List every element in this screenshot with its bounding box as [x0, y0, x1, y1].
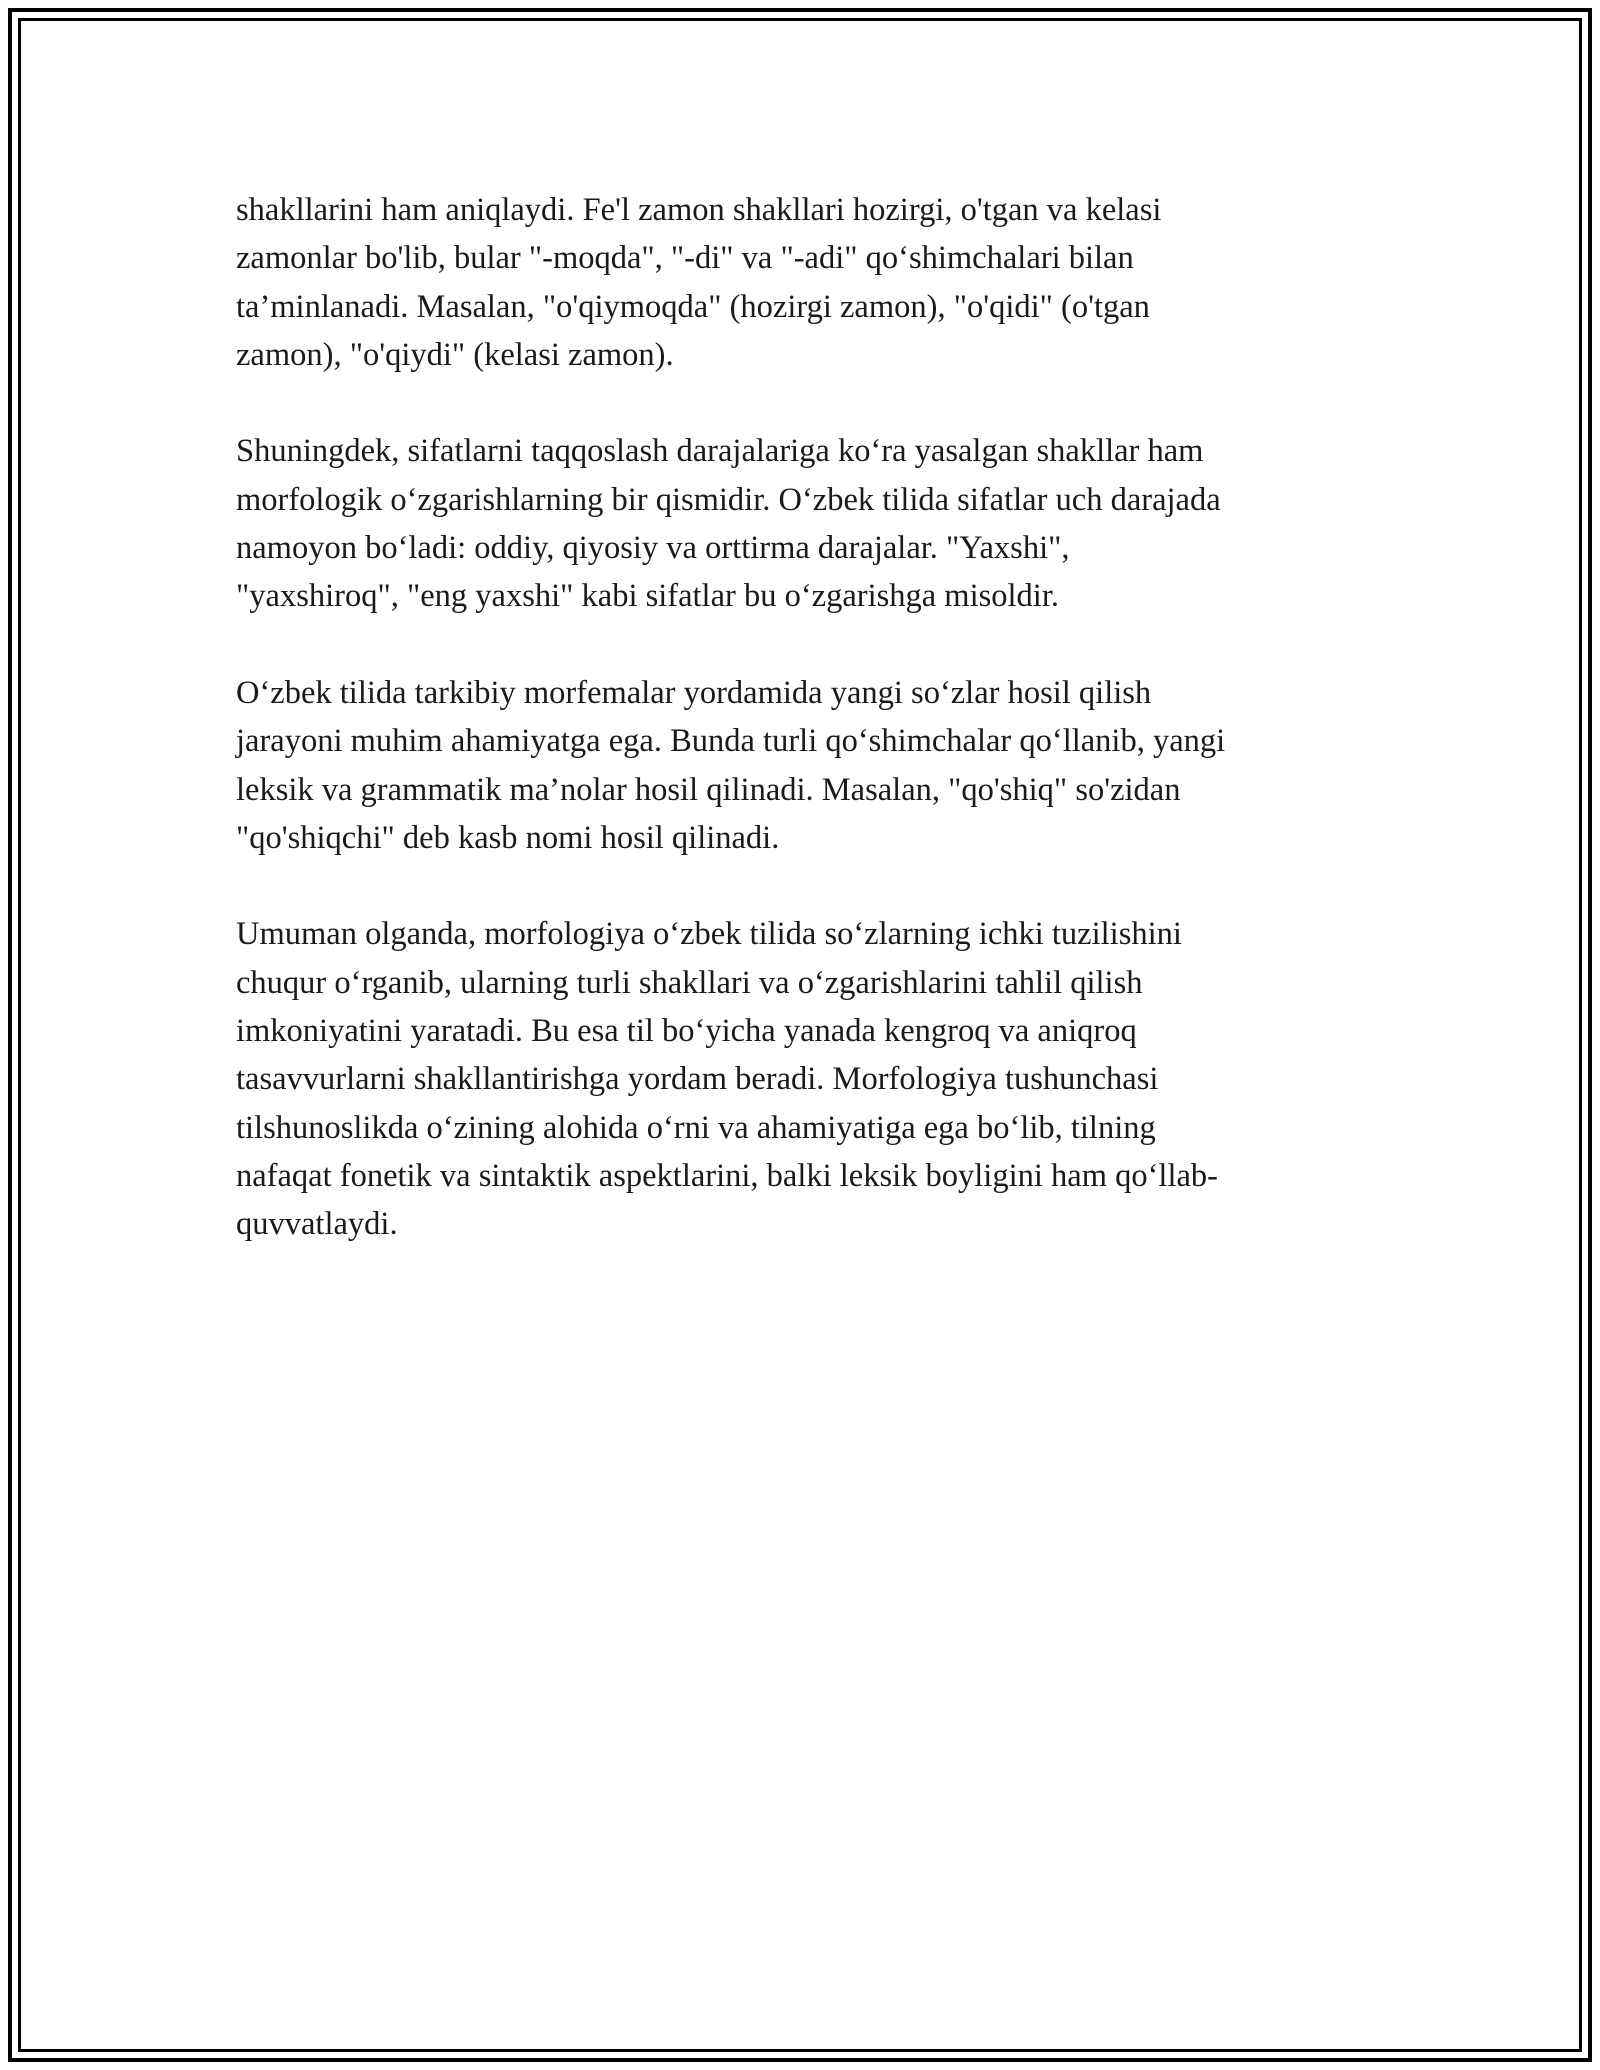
text-line: "yaxshiroq", "eng yaxshi" kabi sifatlar bu o‘zgarishga misoldir.	[236, 578, 1059, 615]
paragraph-word-formation	[236, 669, 1366, 862]
text-line: O‘zbek tilida tarkibiy morfemalar yordamida yangi so‘zlar hosil qilish	[236, 674, 1152, 711]
paragraph-verb-tense	[236, 186, 1366, 379]
paragraph-adjective-degrees	[236, 427, 1366, 620]
text-line: quvvatlaydi.	[236, 1206, 398, 1243]
text-line: tasavvurlarni shakllantirishga yordam beradi. Morfologiya tushunchasi	[236, 1061, 1159, 1098]
text-line: shakllarini ham aniqlaydi. Fe'l zamon shakllari hozirgi, o'tgan va kelasi	[236, 192, 1162, 228]
text-line: nafaqat fonetik va sintaktik aspektlarini, balki leksik boyligini ham qo‘llab-	[236, 1157, 1218, 1194]
text-line: leksik va grammatik ma’nolar hosil qilinadi. Masalan, "qo'shiq" so'zidan	[236, 771, 1181, 808]
text-line: zamonlar bo'lib, bular "-moqda", "-di" va "-adi" qo‘shimchalari bilan	[236, 240, 1134, 277]
text-line: namoyon bo‘ladi: oddiy, qiyosiy va orttirma darajalar. "Yaxshi",	[236, 530, 1070, 567]
text-line: Umuman olganda, morfologiya o‘zbek tilida so‘zlarning ichki tuzilishini	[236, 916, 1182, 953]
text-line: Shuningdek, sifatlarni taqqoslash darajalariga ko‘ra yasalgan shakllar ham	[236, 433, 1204, 470]
paragraph-conclusion	[236, 910, 1366, 1248]
document-body	[236, 186, 1366, 1297]
text-line: zamon), "o'qiydi" (kelasi zamon).	[236, 336, 674, 373]
text-line: chuqur o‘rganib, ularning turli shakllari va o‘zgarishlarini tahlil qilish	[236, 964, 1143, 1001]
text-line: "qo'shiqchi" deb kasb nomi hosil qilinadi.	[236, 819, 780, 856]
text-line: jarayoni muhim ahamiyatga ega. Bunda turli qo‘shimchalar qo‘llanib, yangi	[236, 723, 1226, 760]
text-line: tilshunoslikda o‘zining alohida o‘rni va ahamiyatiga ega bo‘lib, tilning	[236, 1109, 1156, 1146]
text-line: ta’minlanadi. Masalan, "o'qiymoqda" (hozirgi zamon), "o'qidi" (o'tgan	[236, 288, 1150, 325]
text-line: morfologik o‘zgarishlarning bir qismidir. O‘zbek tilida sifatlar uch darajada	[236, 481, 1221, 518]
text-line: imkoniyatini yaratadi. Bu esa til bo‘yicha yanada kengroq va aniqroq	[236, 1013, 1137, 1050]
